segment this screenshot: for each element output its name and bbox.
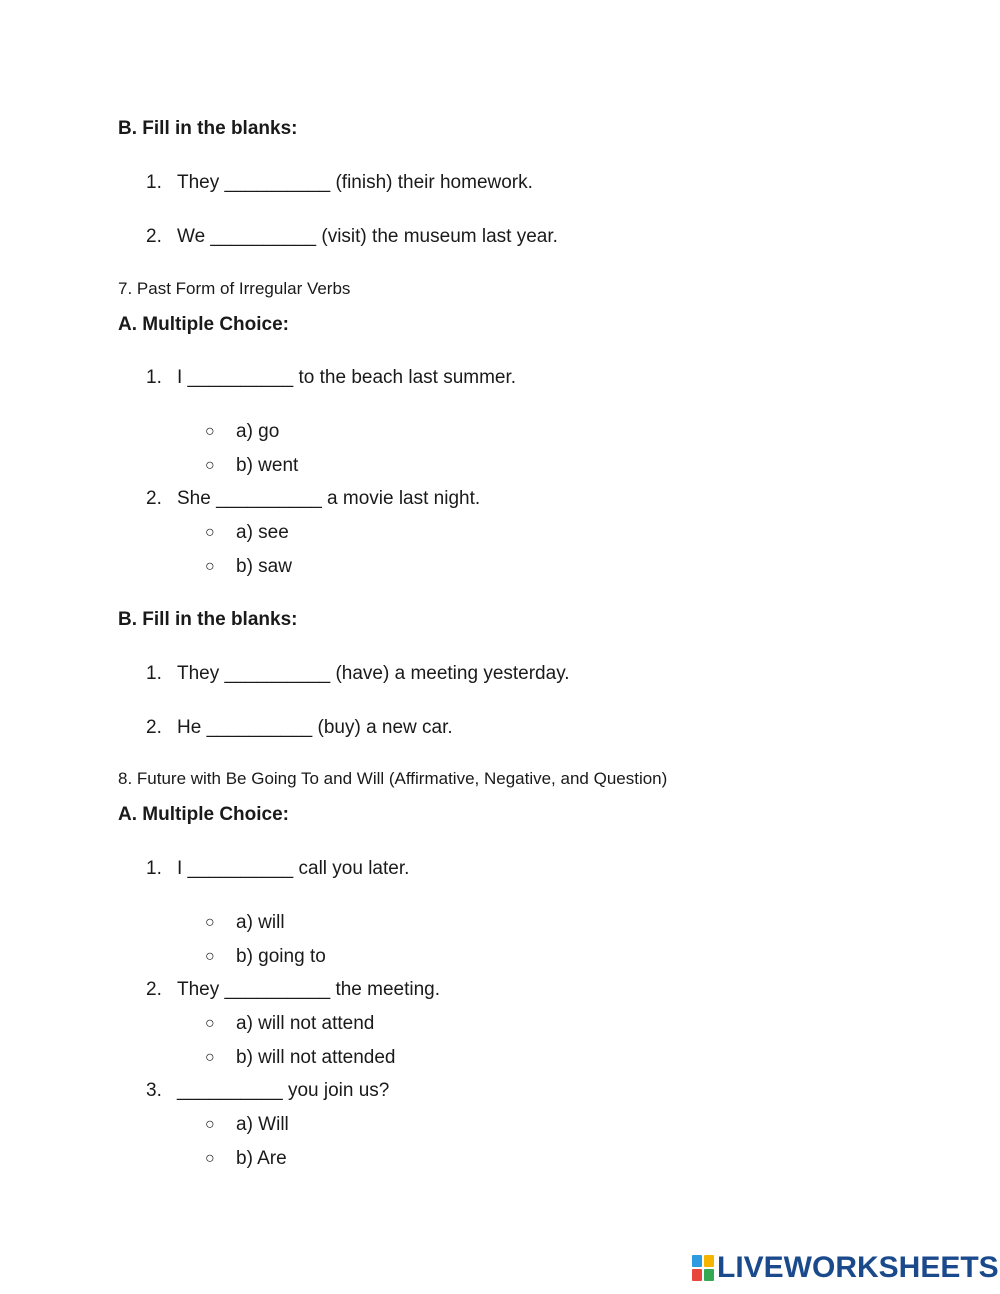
question-text: I __________ to the beach last summer.: [177, 367, 517, 388]
option-bullet-icon: ○: [205, 914, 215, 931]
question-text: I __________ call you later.: [177, 858, 410, 879]
question-text: They __________ (have) a meeting yesterday.: [177, 663, 570, 684]
option-bullet-icon: ○: [205, 457, 215, 474]
answer-option[interactable]: a) Will: [236, 1114, 289, 1135]
liveworksheets-logo: [692, 1253, 999, 1283]
answer-option[interactable]: b) going to: [236, 946, 326, 967]
section-title-past-irregular: 7. Past Form of Irregular Verbs: [118, 279, 351, 298]
question-number: 1.: [146, 367, 162, 388]
question-text: They __________ (finish) their homework.: [177, 172, 533, 193]
option-bullet-icon: ○: [205, 1015, 215, 1032]
section-title-future: 8. Future with Be Going To and Will (Affirmative, Negative, and Question): [118, 769, 668, 788]
question-number: 2.: [146, 979, 162, 1000]
question-number: 2.: [146, 717, 162, 738]
question-text: __________ you join us?: [177, 1080, 390, 1101]
option-bullet-icon: ○: [205, 1150, 215, 1167]
option-bullet-icon: ○: [205, 948, 215, 965]
question-number: 2.: [146, 488, 162, 509]
answer-option[interactable]: b) went: [236, 455, 299, 476]
question-text: He __________ (buy) a new car.: [177, 717, 453, 738]
section-heading-fill-blanks: B. Fill in the blanks:: [118, 609, 298, 630]
option-bullet-icon: ○: [205, 1049, 215, 1066]
question-number: 3.: [146, 1080, 162, 1101]
option-bullet-icon: ○: [205, 1116, 215, 1133]
logo-text: LIVEWORKSHEETS: [717, 1251, 999, 1284]
question-number: 1.: [146, 858, 162, 879]
liveworksheets-logo-icon: [692, 1255, 714, 1281]
option-bullet-icon: ○: [205, 558, 215, 575]
question-text: She __________ a movie last night.: [177, 488, 481, 509]
answer-option[interactable]: a) go: [236, 421, 280, 442]
section-heading-fill-blanks: B. Fill in the blanks:: [118, 118, 298, 139]
question-text: They __________ the meeting.: [177, 979, 441, 1000]
answer-option[interactable]: b) Are: [236, 1148, 287, 1169]
answer-option[interactable]: b) saw: [236, 556, 292, 577]
question-number: 1.: [146, 663, 162, 684]
answer-option[interactable]: a) will not attend: [236, 1013, 375, 1034]
question-number: 1.: [146, 172, 162, 193]
option-bullet-icon: ○: [205, 524, 215, 541]
question-number: 2.: [146, 226, 162, 247]
section-heading-multiple-choice: A. Multiple Choice:: [118, 804, 289, 825]
answer-option[interactable]: a) see: [236, 522, 289, 543]
option-bullet-icon: ○: [205, 423, 215, 440]
question-text: We __________ (visit) the museum last year.: [177, 226, 558, 247]
answer-option[interactable]: b) will not attended: [236, 1047, 396, 1068]
answer-option[interactable]: a) will: [236, 912, 285, 933]
section-heading-multiple-choice: A. Multiple Choice:: [118, 314, 289, 335]
